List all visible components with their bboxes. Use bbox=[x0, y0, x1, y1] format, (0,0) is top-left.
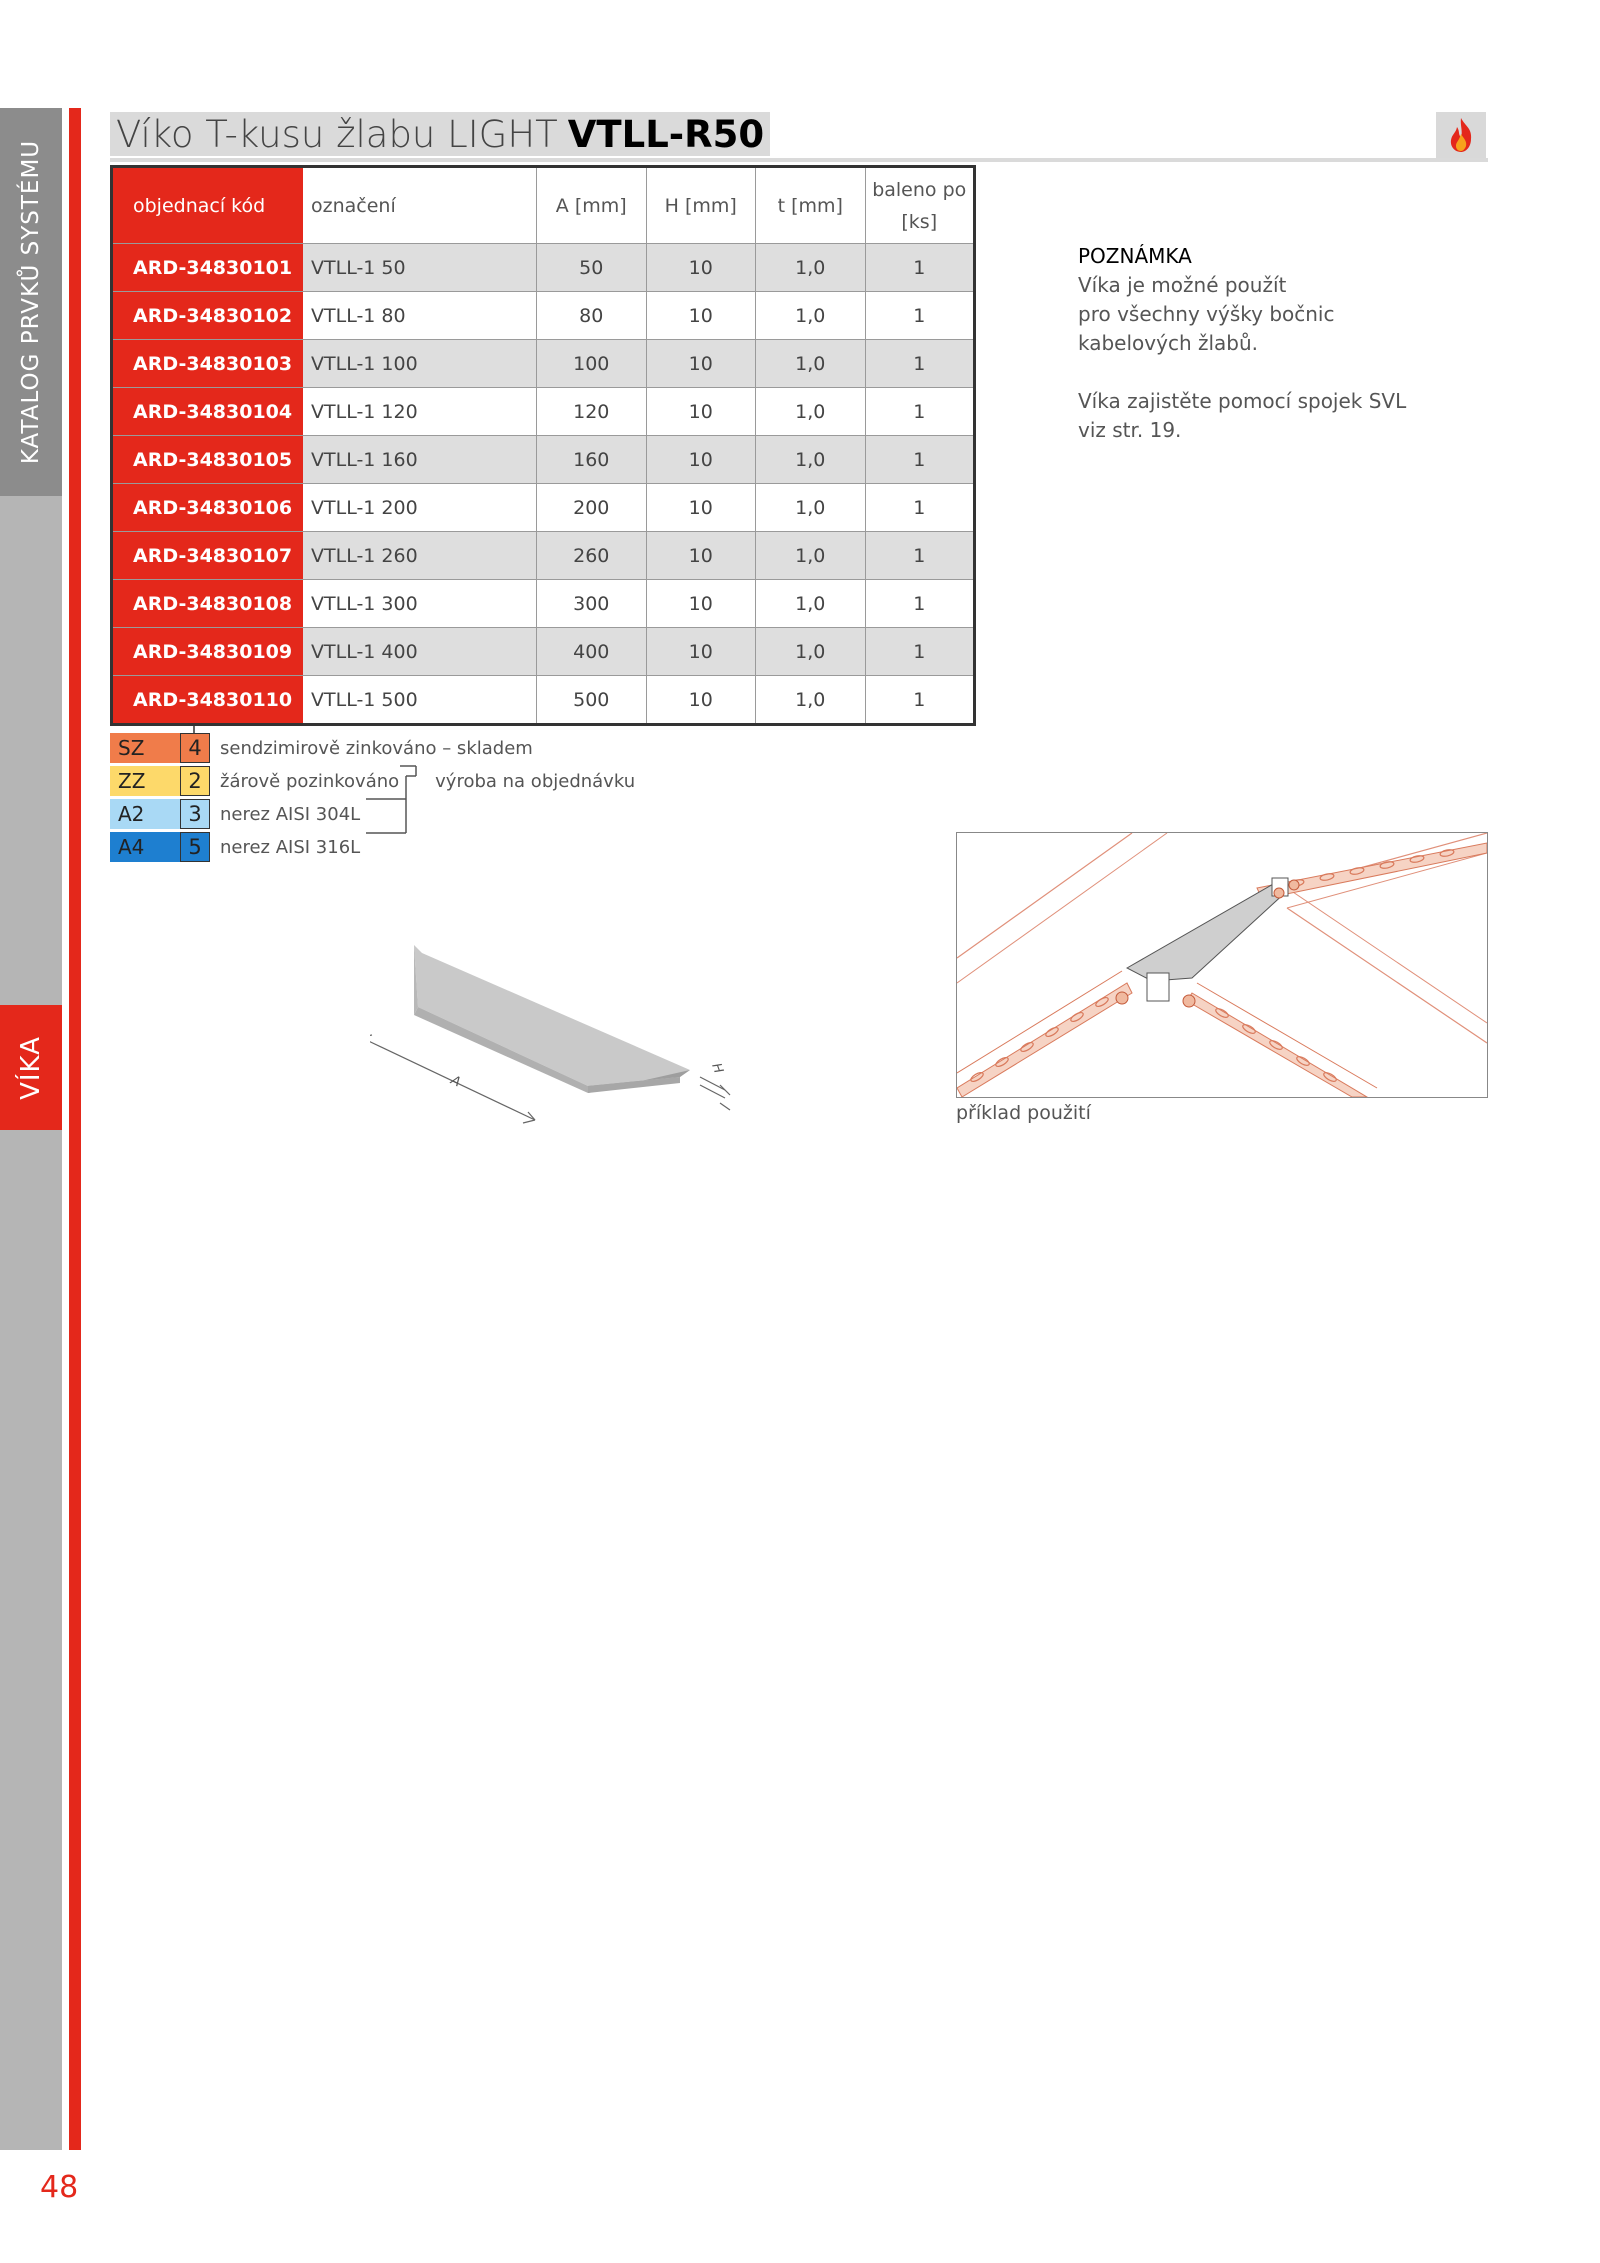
table-row: ARD-34830106 VTLL-1 200 200 10 1,0 1 bbox=[112, 484, 975, 532]
finish-row-sz: SZ 4 sendzimirově zinkováno – skladem bbox=[110, 732, 533, 764]
product-drawing bbox=[370, 945, 750, 1145]
note-text: viz str. 19. bbox=[1078, 418, 1182, 442]
product-table bbox=[110, 165, 976, 726]
table-row: ARD-34830105 VTLL-1 160 160 10 1,0 1 bbox=[112, 436, 975, 484]
col-header-a: A [mm] bbox=[537, 167, 647, 244]
table-row: ARD-34830110 VTLL-1 500 500 10 1,0 1 bbox=[112, 676, 975, 725]
fire-icon bbox=[1436, 112, 1486, 158]
side-catalog-label: KATALOG PRVKŮ SYSTÉMU bbox=[0, 108, 62, 496]
table-row: ARD-34830109 VTLL-1 400 400 10 1,0 1 bbox=[112, 628, 975, 676]
col-header-pack: baleno po [ks] bbox=[865, 167, 975, 244]
table-row: ARD-34830108 VTLL-1 300 300 10 1,0 1 bbox=[112, 580, 975, 628]
finish-row-zz: ZZ 2 žárově pozinkováno výroba na objednávku bbox=[110, 765, 635, 797]
note-text: pro všechny výšky bočnic bbox=[1078, 302, 1335, 326]
side-section-label: VÍKA bbox=[0, 1005, 62, 1130]
col-header-t: t [mm] bbox=[756, 167, 866, 244]
table-header-row bbox=[112, 167, 975, 244]
col-header-h: H [mm] bbox=[646, 167, 756, 244]
page-number: 48 bbox=[40, 2170, 79, 2205]
side-red-line bbox=[69, 108, 81, 2150]
dimension-h-label: H bbox=[708, 1061, 726, 1076]
note-text: Víka zajistěte pomocí spojek SVL bbox=[1078, 389, 1407, 413]
table-row: ARD-34830107 VTLL-1 260 260 10 1,0 1 bbox=[112, 532, 975, 580]
usage-illustration bbox=[957, 833, 1487, 1097]
page-title bbox=[110, 112, 770, 156]
note-title: POZNÁMKA bbox=[1078, 244, 1192, 268]
note-text: Víka je možné použít bbox=[1078, 273, 1287, 297]
page-title-product: VTLL-R50 bbox=[567, 112, 765, 156]
table-row: ARD-34830104 VTLL-1 120 120 10 1,0 1 bbox=[112, 388, 975, 436]
col-header-name: označení bbox=[303, 167, 537, 244]
note-text: kabelových žlabů. bbox=[1078, 331, 1259, 355]
page-title-light: Víko T-kusu žlabu LIGHT bbox=[116, 112, 558, 156]
table-row: ARD-34830102 VTLL-1 80 80 10 1,0 1 bbox=[112, 292, 975, 340]
finish-row-a2: A2 3 nerez AISI 304L bbox=[110, 798, 360, 830]
table-row: ARD-34830101 VTLL-1 50 50 10 1,0 1 bbox=[112, 244, 975, 292]
note-block bbox=[1078, 242, 1458, 445]
usage-caption: příklad použití bbox=[956, 1102, 1091, 1124]
finish-group-label: výroba na objednávku bbox=[435, 770, 636, 792]
header-divider bbox=[110, 158, 1488, 162]
dimension-a-label: A bbox=[448, 1073, 463, 1091]
finish-row-a4: A4 5 nerez AISI 316L bbox=[110, 831, 360, 863]
usage-example-image bbox=[956, 832, 1488, 1098]
col-header-code: objednací kód bbox=[112, 167, 304, 244]
table-row: ARD-34830103 VTLL-1 100 100 10 1,0 1 bbox=[112, 340, 975, 388]
